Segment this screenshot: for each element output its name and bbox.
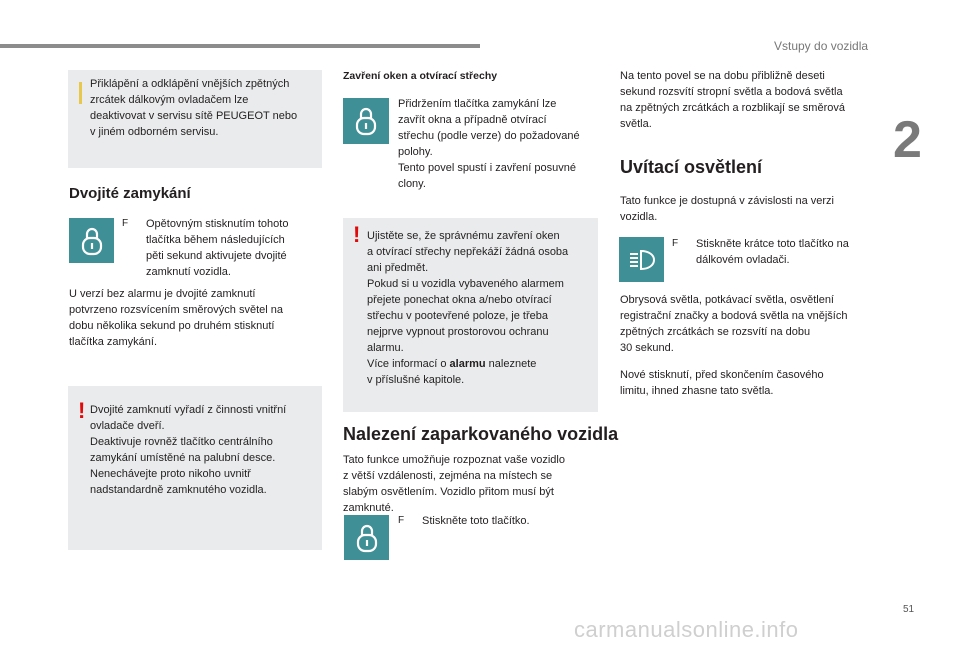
warning-icon: ! [353, 222, 361, 247]
find-vehicle-heading: Nalezení zaparkovaného vozidla [343, 424, 619, 444]
warning-text: Ujistěte se, že správnému zavření oken a otvírací střechy nepřekáží žádná osoba ani předmět. Pokud si u vozidla vybaveného alarmem přejete ponechat okna a/nebo otvírací střechu v pootevřené poloze, je třeba nejprve vypnout prostorovou ochranu alarmu. Více informací o alarmu naleznete v příslušné kapitole. [367, 230, 569, 386]
headlight-icon [627, 248, 657, 272]
windows-warning [343, 218, 598, 412]
watermark: carmanualsonline.info [574, 617, 799, 642]
double-lock-bullet: F Opětovným stisknutím tohoto tlačítka během následujících pěti sekund aktivujete dvojité zamknutí vozidla. [122, 218, 289, 278]
info-text: Přiklápění a odklápění vnějších zpětných zrcátek dálkovým ovladačem lze deaktivovat v servisu sítě PEUGEOT nebo v jiném odborném servisu. [90, 78, 298, 138]
lock-icon [353, 522, 381, 554]
welcome-lighting-heading: Uvítací osvětlení [620, 157, 763, 177]
double-lock-paragraph: U verzí bez alarmu je dvojité zamknutí potvrzeno rozsvícením směrových světel na dobu několika sekund po druhém stisknutí tlačítka zamykání. [69, 288, 283, 348]
chapter-number: 2 [893, 111, 922, 169]
welcome-bullet: F Stiskněte krátce toto tlačítko na dálkovém ovladači. [672, 238, 849, 266]
header-rule [0, 44, 480, 48]
double-lock-warning [68, 386, 322, 550]
lock-button-icon-3 [344, 515, 389, 560]
headlight-button-icon [619, 237, 664, 282]
windows-text: Přidržením tlačítka zamykání lze zavřít okna a případně otvírací střechu (podle verze) do požadované polohy. Tento povel spustí i zavření posuvné clony. [398, 98, 580, 190]
section-title: Vstupy do vozidla [774, 39, 869, 53]
find-vehicle-bullet: F Stiskněte toto tlačítko. [398, 515, 530, 527]
welcome-intro-paragraph: Na tento povel se na dobu přibližně deseti sekund rozsvítí stropní světla a bodová světla na zpětných zrcátkách a rozblikají se směrová světla. [620, 70, 845, 130]
alarm-keyword: alarmu [449, 358, 486, 370]
warning-text: Dvojité zamknutí vyřadí z činnosti vnitřní ovladače dveří. Deaktivuje rovněž tlačítko centrálního zamykání umístěné na palubní desce. Nenechávejte proto nikoho uvnitř nadstandardně zamknutého vozidla. [90, 404, 287, 496]
lock-button-icon-2 [343, 98, 389, 144]
lock-icon [352, 105, 380, 137]
windows-heading: Zavření oken a otvírací střechy [343, 70, 498, 82]
double-lock-heading: Dvojité zamykání [69, 185, 191, 202]
find-vehicle-paragraph: Tato funkce umožňuje rozpoznat vaše vozidlo z větší vzdálenosti, zejména na místech se slabým osvětlením. Vozidlo přitom musí být zamknuté. [343, 454, 565, 514]
lock-icon [78, 225, 106, 257]
welcome-lights-paragraph: Obrysová světla, potkávací světla, osvětlení registrační značky a bodová světla na vnějších zpětných zrcátkách se rozsvítí na dobu 30 sekund. [620, 294, 848, 354]
lock-button-icon [69, 218, 114, 263]
warning-icon: ! [78, 398, 86, 423]
info-icon [79, 82, 82, 104]
page-number: 51 [903, 604, 915, 615]
welcome-availability: Tato funkce je dostupná v závislosti na verzi vozidla. [620, 195, 835, 223]
info-box [68, 70, 322, 168]
welcome-cancel-paragraph: Nové stisknutí, před skončením časového limitu, ihned zhasne tato světla. [620, 369, 824, 397]
